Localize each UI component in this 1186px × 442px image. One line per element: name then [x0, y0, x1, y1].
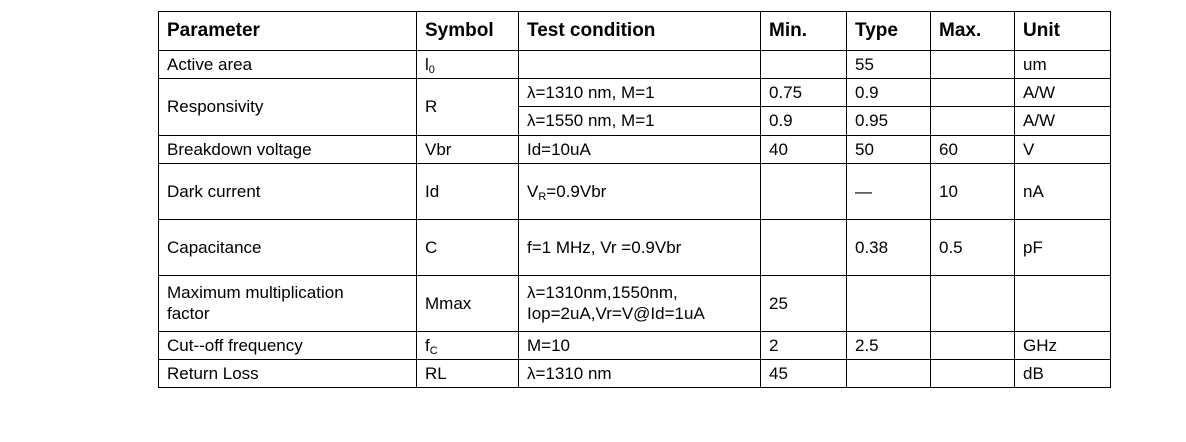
- cell-unit: V: [1015, 135, 1111, 163]
- cell-unit: pF: [1015, 219, 1111, 275]
- cell-min: 40: [761, 135, 847, 163]
- cell-symbol: Mmax: [417, 275, 519, 331]
- column-header-test-condition: Test condition: [519, 12, 761, 51]
- cell-symbol: [417, 50, 519, 78]
- cell-max: [931, 360, 1015, 388]
- table-header: [159, 12, 1111, 51]
- cell-symbol: Id: [417, 163, 519, 219]
- cell-min: 45: [761, 360, 847, 388]
- column-header-unit: Unit: [1015, 12, 1111, 51]
- cell-min: 0.75: [761, 79, 847, 107]
- condition-suffix: =0.9Vbr: [546, 181, 607, 201]
- symbol-subscript: 0: [428, 63, 435, 76]
- cell-condition: λ=1550 nm, M=1: [519, 107, 761, 135]
- table-row: [159, 79, 1111, 107]
- cell-parameter: Dark current: [159, 163, 417, 219]
- cell-unit: dB: [1015, 360, 1111, 388]
- column-header-type: Type: [847, 12, 931, 51]
- cell-parameter: Cut--off frequency: [159, 331, 417, 359]
- cell-unit: nA: [1015, 163, 1111, 219]
- condition-line-2: Iop=2uA,Vr=V@Id=1uA: [527, 304, 705, 324]
- cell-symbol: RL: [417, 360, 519, 388]
- condition-line-1: λ=1310nm,1550nm,: [527, 283, 678, 302]
- cell-type: [847, 360, 931, 388]
- table-row: [159, 135, 1111, 163]
- cell-condition: M=10: [519, 331, 761, 359]
- cell-type: 50: [847, 135, 931, 163]
- cell-max: [931, 331, 1015, 359]
- parameter-line-1: Maximum multiplication: [167, 283, 344, 302]
- table-body: [159, 50, 1111, 388]
- cell-unit: A/W: [1015, 107, 1111, 135]
- cell-condition: [519, 50, 761, 78]
- cell-condition: λ=1310 nm: [519, 360, 761, 388]
- cell-parameter: Breakdown voltage: [159, 135, 417, 163]
- cell-type: [847, 275, 931, 331]
- table-row: [159, 360, 1111, 388]
- cell-type: 0.38: [847, 219, 931, 275]
- cell-min: 25: [761, 275, 847, 331]
- cell-min: [761, 163, 847, 219]
- condition-prefix: V: [527, 181, 539, 201]
- parameter-line-2: factor: [167, 304, 210, 324]
- cell-condition: Id=10uA: [519, 135, 761, 163]
- cell-condition: f=1 MHz, Vr =0.9Vbr: [519, 219, 761, 275]
- cell-max: 10: [931, 163, 1015, 219]
- cell-condition: λ=1310 nm, M=1: [519, 79, 761, 107]
- column-header-symbol: Symbol: [417, 12, 519, 51]
- table-row: [159, 163, 1111, 219]
- table-row: [159, 219, 1111, 275]
- cell-min: [761, 50, 847, 78]
- cell-parameter: Return Loss: [159, 360, 417, 388]
- cell-max: 60: [931, 135, 1015, 163]
- cell-symbol: [417, 331, 519, 359]
- table-row: [159, 275, 1111, 331]
- cell-max: 0.5: [931, 219, 1015, 275]
- cell-parameter: Capacitance: [159, 219, 417, 275]
- cell-type: 0.95: [847, 107, 931, 135]
- cell-condition: [519, 275, 761, 331]
- cell-min: [761, 219, 847, 275]
- cell-condition: [519, 163, 761, 219]
- cell-type: 0.9: [847, 79, 931, 107]
- cell-type: 55: [847, 50, 931, 78]
- cell-symbol: R: [417, 79, 519, 136]
- table-row: [159, 50, 1111, 78]
- symbol-text: l: [425, 54, 429, 74]
- cell-parameter: Responsivity: [159, 79, 417, 136]
- cell-max: [931, 275, 1015, 331]
- cell-parameter: [159, 275, 417, 331]
- cell-type: 2.5: [847, 331, 931, 359]
- cell-unit: [1015, 275, 1111, 331]
- cell-max: [931, 107, 1015, 135]
- cell-min: 0.9: [761, 107, 847, 135]
- table-row: [159, 331, 1111, 359]
- cell-unit: um: [1015, 50, 1111, 78]
- specification-table: [158, 11, 1111, 388]
- cell-symbol: C: [417, 219, 519, 275]
- cell-min: 2: [761, 331, 847, 359]
- column-header-min: Min.: [761, 12, 847, 51]
- cell-parameter: Active area: [159, 50, 417, 78]
- column-header-max: Max.: [931, 12, 1015, 51]
- symbol-subscript: C: [429, 344, 438, 357]
- table-header-row: [159, 12, 1111, 51]
- symbol-text: f: [425, 335, 430, 355]
- cell-unit: A/W: [1015, 79, 1111, 107]
- cell-symbol: Vbr: [417, 135, 519, 163]
- condition-subscript: R: [538, 190, 547, 203]
- cell-max: [931, 50, 1015, 78]
- cell-unit: GHz: [1015, 331, 1111, 359]
- cell-type: —: [847, 163, 931, 219]
- column-header-parameter: Parameter: [159, 12, 417, 51]
- cell-max: [931, 79, 1015, 107]
